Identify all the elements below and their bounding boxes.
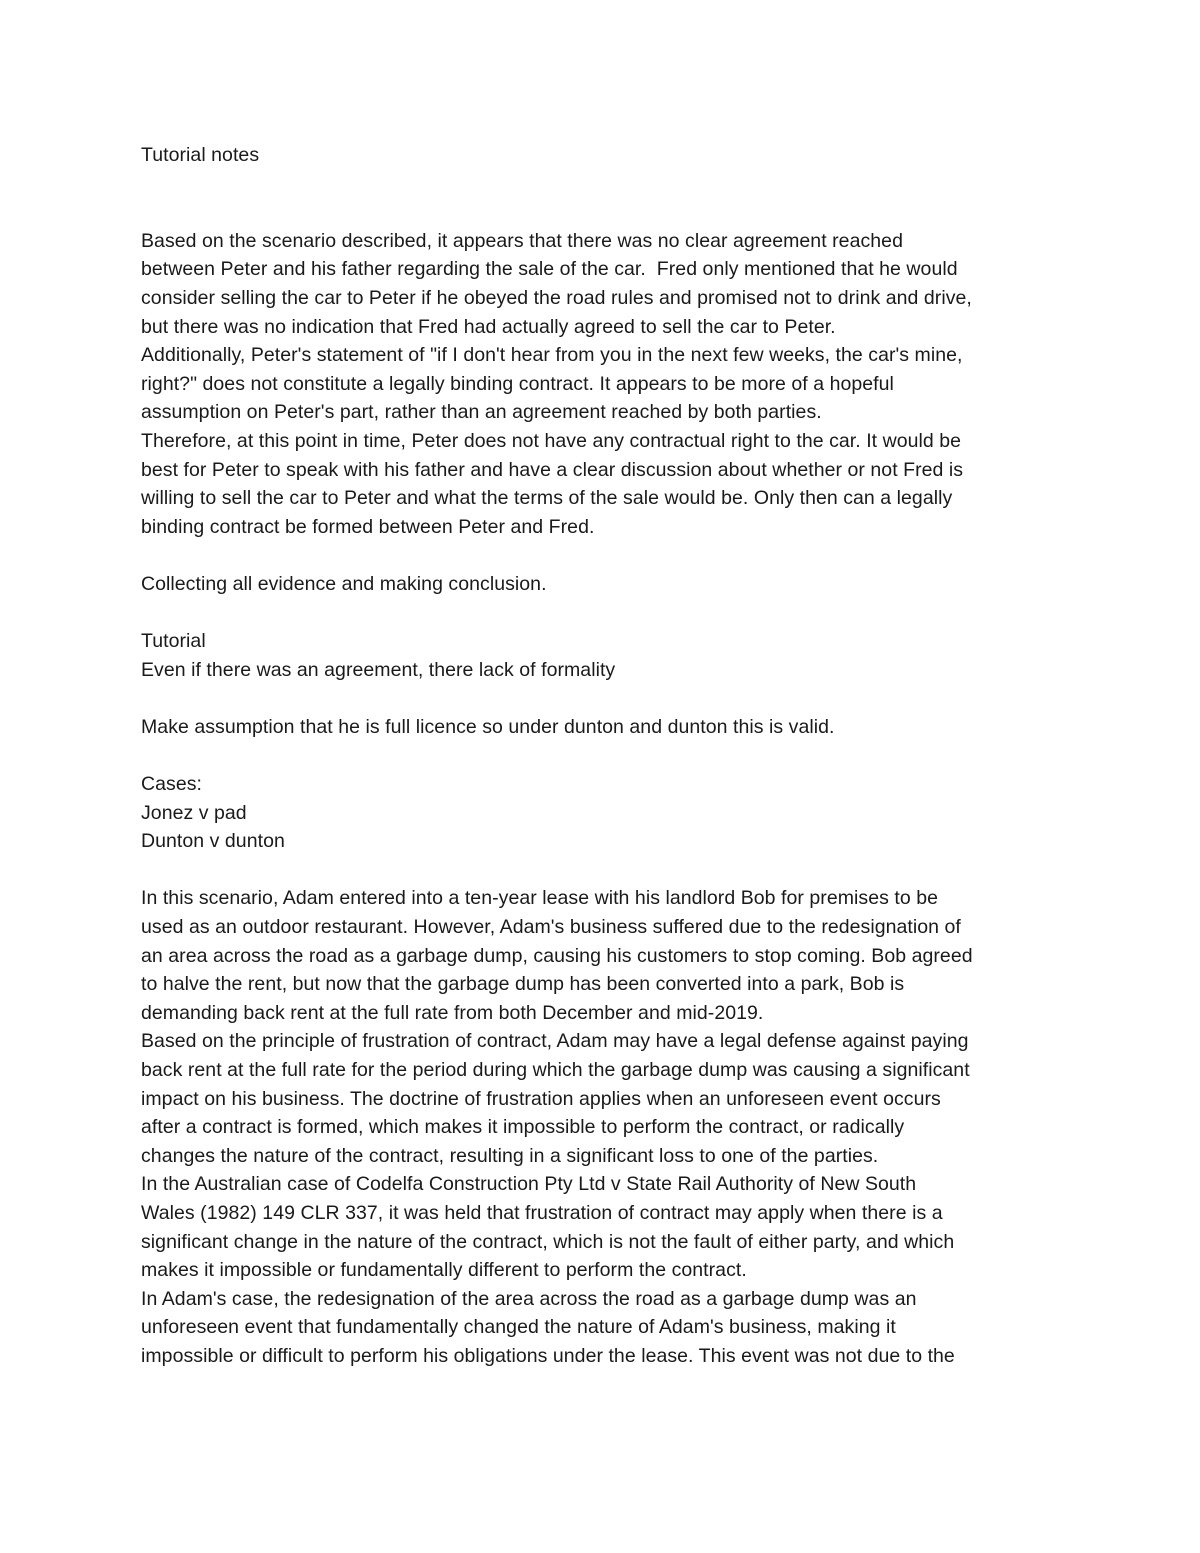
text-line: best for Peter to speak with his father and have a clear discussion about whether or not Fred is [141,458,964,481]
collecting-note: Collecting all evidence and making conclusion. [141,572,547,595]
text-line: In Adam's case, the redesignation of the area across the road as a garbage dump was an [141,1287,917,1310]
case-item: Dunton v dunton [141,830,285,853]
text-line: Based on the scenario described, it appears that there was no clear agreement reached [141,229,903,252]
spacer [141,599,1071,628]
spacer [141,856,1071,885]
text-line: In this scenario, Adam entered into a ten-year lease with his landlord Bob for premises to be [141,887,938,910]
assumption-note: Make assumption that he is full licence so under dunton and dunton this is valid. [141,715,835,738]
text-line: willing to sell the car to Peter and what the terms of the sale would be. Only then can a legally [141,487,953,510]
text-line: changes the nature of the contract, resulting in a significant loss to one of the parties. [141,1144,879,1167]
text-line: an area across the road as a garbage dump, causing his customers to stop coming. Bob agreed [141,944,973,967]
tutorial-heading: Tutorial [141,630,206,653]
text-line: binding contract be formed between Peter and Fred. [141,515,595,538]
paragraph-adam-lease [141,884,1071,1370]
document-body [141,141,1071,1371]
spacer [141,170,1071,227]
tutorial-note: Even if there was an agreement, there lack of formality [141,658,616,681]
text-line: In the Australian case of Codelfa Construction Pty Ltd v State Rail Authority of New South [141,1173,917,1196]
text-line: Wales (1982) 149 CLR 337, it was held that frustration of contract may apply when there is a [141,1201,943,1224]
text-line: back rent at the full rate for the period during which the garbage dump was causing a significant [141,1059,970,1081]
text-line: assumption on Peter's part, rather than an agreement reached by both parties. [141,401,822,424]
document-title: Tutorial notes [141,144,260,166]
text-line: Based on the principle of frustration of contract, Adam may have a legal defense against paying [141,1030,969,1053]
text-line: between Peter and his father regarding the sale of the car. Fred only mentioned that he would [141,258,958,281]
cases-heading: Cases: [141,773,202,796]
paragraph-peter-car [141,227,1071,542]
text-line: makes it impossible or fundamentally different to perform the contract. [141,1259,747,1282]
spacer [141,741,1071,770]
text-line: after a contract is formed, which makes it impossible to perform the contract, or radically [141,1116,905,1139]
text-line: but there was no indication that Fred had actually agreed to sell the car to Peter. [141,315,836,338]
text-line: significant change in the nature of the contract, which is not the fault of either party, and which [141,1230,955,1253]
text-line: Therefore, at this point in time, Peter does not have any contractual right to the car. It would be [141,429,962,452]
spacer [141,541,1071,570]
text-line: Additionally, Peter's statement of "if I don't hear from you in the next few weeks, the car's mine, [141,344,963,367]
case-item: Jonez v pad [141,801,247,824]
text-line: unforeseen event that fundamentally changed the nature of Adam's business, making it [141,1316,896,1339]
text-line: impact on his business. The doctrine of frustration applies when an unforeseen event occurs [141,1087,941,1110]
text-line: right?" does not constitute a legally binding contract. It appears to be more of a hopeful [141,372,894,395]
text-line: used as an outdoor restaurant. However, Adam's business suffered due to the redesignation of [141,916,961,939]
text-line: impossible or difficult to perform his obligations under the lease. This event was not due to the [141,1344,955,1367]
spacer [141,684,1071,713]
text-line: to halve the rent, but now that the garbage dump has been converted into a park, Bob is [141,973,905,996]
text-line: demanding back rent at the full rate from both December and mid-2019. [141,1001,764,1024]
text-line: consider selling the car to Peter if he obeyed the road rules and promised not to drink and drive, [141,286,972,309]
